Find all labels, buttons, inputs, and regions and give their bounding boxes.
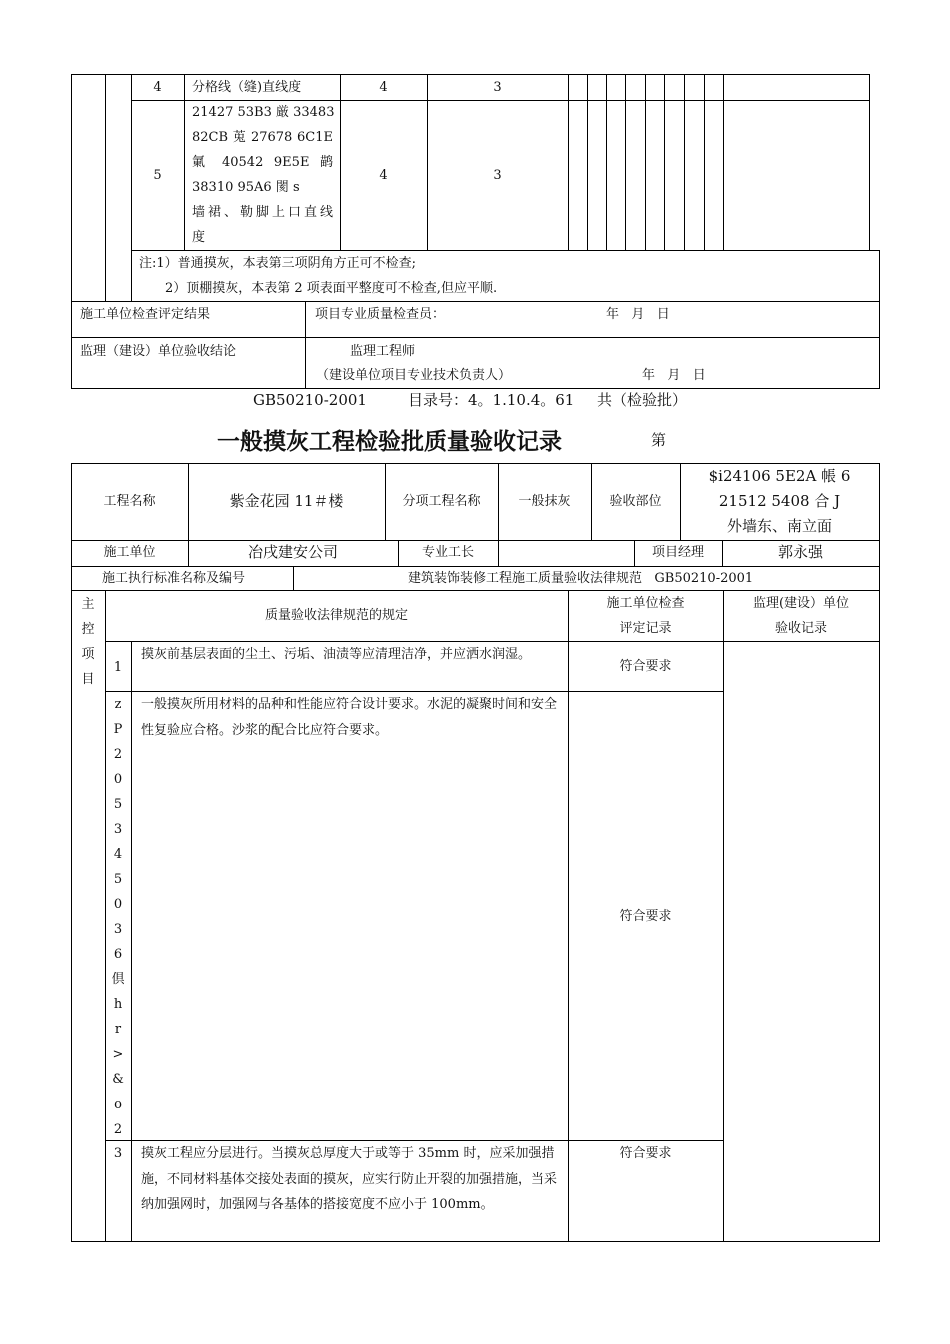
item-text: 摸灰工程应分层进行。当摸灰总厚度大于或等于 35mm 时，应采加强措施，不同材料基体交接处表面的摸灰，应实行防止开裂的加强措施，当采纳加强网时，加强网与各基体的搭接宽度不应小于 100mm。: [141, 1146, 558, 1212]
item-no-char: 倶: [111, 972, 125, 987]
main-control-label: [76, 592, 100, 692]
item-no-char: 3: [113, 922, 123, 937]
item-text: 摸灰前基层表面的尘土、污垢、油渍等应清理洁净，并应洒水润湿。: [141, 647, 532, 662]
location-line: 21512 5408 合 J: [718, 492, 841, 510]
batch-total: 共（检验批）: [597, 391, 688, 409]
item-no-char: P: [113, 722, 123, 737]
item-result: 符合要求: [619, 659, 672, 674]
row-value: 4: [379, 80, 388, 95]
item-no-char: 2: [113, 1122, 123, 1137]
row-item: 分格线（缝)直线度: [192, 80, 302, 95]
side-char: 项: [81, 647, 95, 662]
construction-result-label: 施工单位检查评定结果: [80, 307, 211, 322]
row-value: 3: [493, 80, 502, 95]
date: 年 月 日: [606, 307, 670, 322]
side-char: 控: [81, 622, 95, 637]
item-no-char: 5: [113, 872, 123, 887]
supervision-header-line: 验收记录: [774, 621, 827, 636]
quality-inspector-label: 项目专业质量检查员：: [315, 307, 446, 322]
location-line: $i24106 5E2A 帳 6: [708, 467, 851, 485]
row-item-line: 墙裙、勒脚上口直线: [192, 205, 333, 220]
note: 2）顶棚摸灰，本表第 2 项表面平整度可不检查,但应平顺.: [165, 281, 498, 296]
manager: 郭永强: [777, 543, 823, 561]
manager-label: 项目经理: [651, 545, 704, 560]
item-no-char: o: [114, 1097, 122, 1112]
page-number-prefix: 第: [651, 431, 667, 449]
item-no-char: h: [113, 997, 123, 1012]
row-no: 5: [153, 168, 162, 183]
row-item-line: 38310 95A6 閡 s: [192, 180, 300, 195]
item-no-char: 4: [113, 847, 123, 862]
item-no-char: z: [114, 697, 122, 712]
sub-project-label: 分项工程名称: [402, 494, 481, 509]
item-no-char: 6: [113, 947, 123, 962]
item-no-char: 5: [113, 797, 123, 812]
location-line: 外墙东、南立面: [726, 517, 832, 535]
supervisor-engineer: 监理工程师: [350, 344, 416, 359]
row-value: 4: [379, 168, 388, 183]
row-item-line: 氭 40542 9E5E 鹋: [192, 155, 333, 170]
location-label: 验收部位: [609, 494, 662, 509]
side-char: 主: [81, 597, 95, 612]
side-char: 目: [81, 672, 95, 687]
owner-tech-lead: （建设单位项目专业技术负责人）: [316, 368, 512, 383]
item-no-char: r: [114, 1022, 122, 1037]
item-no: 3: [113, 1146, 123, 1161]
row-item-line: 21427 53B3 厳 33483: [192, 105, 335, 120]
row-no: 4: [153, 80, 162, 95]
item-no-char: &: [112, 1072, 124, 1087]
standard-code: GB50210-2001: [253, 391, 367, 409]
check-header-line: 评定记录: [619, 621, 672, 636]
item-no-char: 2: [113, 747, 123, 762]
item-result: 符合要求: [619, 1146, 672, 1161]
date: 年 月 日: [642, 368, 706, 383]
supervision-label: 监理（建设）单位验收结论: [80, 344, 237, 359]
item-no-char: >: [112, 1047, 124, 1062]
row-value: 3: [493, 168, 502, 183]
spec-header: 质量验收法律规范的规定: [264, 608, 408, 623]
item-no-char: 0: [113, 897, 123, 912]
item-no: 1: [113, 660, 123, 675]
item-text: 一般摸灰所用材料的品种和性能应符合设计要求。水泥的凝聚时间和安全性复验应合格。沙浆的配合比应符合要求。: [141, 697, 558, 738]
contractor: 冶戌建安公司: [247, 543, 338, 561]
contractor-label: 施工单位: [103, 545, 156, 560]
supervision-header-line: 监理(建设）单位: [752, 596, 850, 611]
item-result: 符合要求: [619, 909, 672, 924]
foreman-label: 专业工长: [421, 545, 474, 560]
item-no-vertical: [106, 692, 130, 1142]
page-title: 一般摸灰工程检验批质量验收记录: [217, 429, 562, 455]
note: 注:1）普通摸灰，本表第三项阴角方正可不检查;: [139, 256, 417, 271]
project-name-label: 工程名称: [103, 494, 156, 509]
item-no-char: 0: [113, 772, 123, 787]
check-header-line: 施工单位检查: [606, 596, 685, 611]
catalog-number: 目录号：4。1.10.4。61: [408, 391, 575, 409]
row-item-line: 82CB 莵 27678 6C1E: [192, 130, 333, 145]
standard-label: 施工执行标准名称及编号: [102, 571, 246, 586]
project-name: 紫金花园 11＃楼: [229, 492, 344, 510]
row-item-line: 度: [192, 230, 206, 245]
item-no-char: 3: [113, 822, 123, 837]
standard: 建筑装饰装修工程施工质量验收法律规范 GB50210-2001: [408, 571, 754, 586]
sub-project: 一般抹灰: [518, 494, 571, 509]
